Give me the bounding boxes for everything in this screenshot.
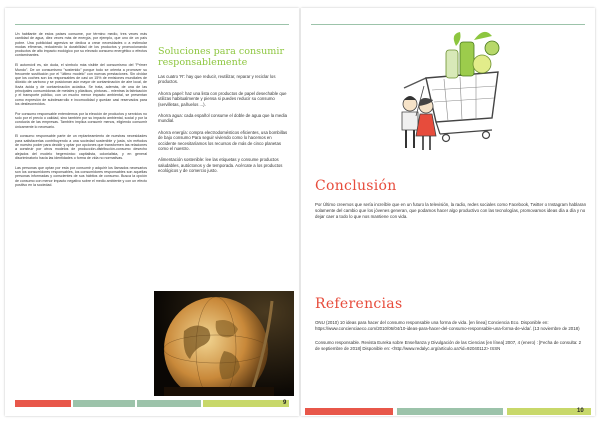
page-number: 10 — [577, 408, 584, 414]
section-title: Soluciones para consumir responsablemente — [158, 46, 285, 68]
paragraph: El automóvil es, sin duda, el símbolo más visible del consumismo del "Primer Mundo". De un consumismo "sostenido" porque todo se orienta a promover su frecuente sustitución por el "último modelo" con nuevas prestaciones. Sin olvidar que los coches son los responsables de casi un 15% de emisiones mundiales de dióxido de carbono y se posicionan aún mayor de contaminación de aire local, de lluvia ácida y de contaminación acústica. Se trata, además, de una de las principales consumidoras de metales y plásticos, pinturas... mientras la fabricación y el transporte público, con un mucho menor impacto ambiental, se presentan como expresión de subdesarrollo e incomodidad y quedan casi reservados para los desfavorecidos. — [15, 63, 147, 106]
shopping-cart-illustration — [396, 26, 514, 176]
globe-image — [154, 291, 294, 396]
paragraph: El consumo responsable parte de un replanteamiento de nuestras necesidades para satisfacerlas contribuyendo a una sociedad sostenible y justa, sin métodos de nuestro poder para decidir y optar por opciones que transformen las relaciones a construir por otros modelos de producción-distribución-consumo desecho alejados del modelo hegemónico capitalista, colonialista, y en general discriminatorio hacia las identidades o forma de vida no normativas. — [15, 134, 147, 160]
page-10 — [301, 8, 595, 416]
page-number: 9 — [283, 400, 287, 406]
paragraph: Ahorra papel: haz una lista con productos de papel desechable que utilizas habitualmente y piensa si puedes reducir su consumo (servilletas, pañuelos ...). — [158, 90, 287, 107]
paragraph: Un habitante de estos países consume, por término medio, tres veces más cantidad de agua, diez veces más de energía, por ejemplo, que uno de un país pobre. Una publicidad agresiva se dedica a crear necesidades o a estimular modas efímeras, reduciendo la durabilidad de los productos y promocionando productos de alto impacto ecológico por su elevado consumo energético o efectos contaminantes. — [15, 32, 147, 58]
paragraph: Ahorra energía: compra electrodomésticos eficientes, usa bombillas de bajo consumo Para seguir viviendo como lo hacemos en occidente necesitaríamos los recursos de más de cinco planetas como el nuestro. — [158, 129, 288, 152]
footer-bar-lime — [203, 400, 289, 407]
paragraph: Las cuatro 'R': hay que reducir, reutilizar, reparar y reciclar los productos. — [158, 74, 276, 85]
paragraph: Alimentación sostenible: lee las etiquetas y consume productos saludables, autóctonos y de temporada. Acércate a los productos ecológicos y de comercio justo. — [158, 157, 283, 174]
conclusion-paragraph: Por Último creemos que sería increíble que en un futuro la televisión, la radio, redes sociales como Facebook, Twitter o Instagram hablaran solamente del cambio que los jóvenes generan, que podamos hacer algo productivo con las tecnologías, promovamos ideas día a día y no dejar caer a todo lo que nos mantiene con vida. — [315, 202, 587, 220]
top-rule — [311, 24, 585, 25]
footer-bar-coral — [305, 408, 393, 415]
top-rule — [15, 24, 289, 25]
conclusion-heading: Conclusión — [315, 178, 397, 194]
reference-item: ONU (2010) 10 ideas para hacer del consumo responsable una forma de vida. [en linea] Conciencia Eco. Disponible en: https://www.concienciaeco.com/2010/06/04/10-ideas-para-hacer-del-consumo-responsable-una-forma-de-vida/. (13 noviembre de 2018) — [315, 320, 580, 332]
footer-bar-teal — [397, 408, 503, 415]
paragraph: Las personas que optan por esta por consumir y adquirir los llamados necesarios son los consumidores responsables, los consumidores responsables son aquellas personas informadas y conscientes de sus hábitos de consumo. Busca la opción de consumo con menor impacto negativo sobre el medio ambiente y con un efecto positivo en la sociedad. — [15, 165, 147, 187]
references-list — [315, 320, 587, 360]
conclusion-text-block — [315, 202, 587, 228]
references-heading: Referencias — [315, 296, 403, 312]
footer-bar-coral — [15, 400, 71, 407]
left-text-column — [15, 32, 147, 193]
right-text-column — [158, 46, 290, 180]
footer-bar-teal — [137, 400, 201, 407]
reference-item: Consumo responsable. Revista Eureka sobre Enseñanza y Divulgación de las Ciencias [en línea] 2007, 4 (enero) : [Fecha de consulta: 2 de septiembre de 2018] Disponible en: <http://www.redalyc.org/articulo.oa?id=92040112> ISSN — [315, 340, 582, 352]
footer-bar-teal — [73, 400, 135, 407]
paragraph: Por consumo responsable entendemos por la elección de productos y servicios no solo por el precio o calidad, sino también por su impacto ambiental, social y por la conducta de las empresas. También implica consumir menos, eligiendo consumir únicamente lo necesario. — [15, 111, 147, 129]
page-9 — [5, 8, 299, 416]
paragraph: Ahorra agua: cada español consume el doble de agua que la media mundial. — [158, 113, 287, 124]
